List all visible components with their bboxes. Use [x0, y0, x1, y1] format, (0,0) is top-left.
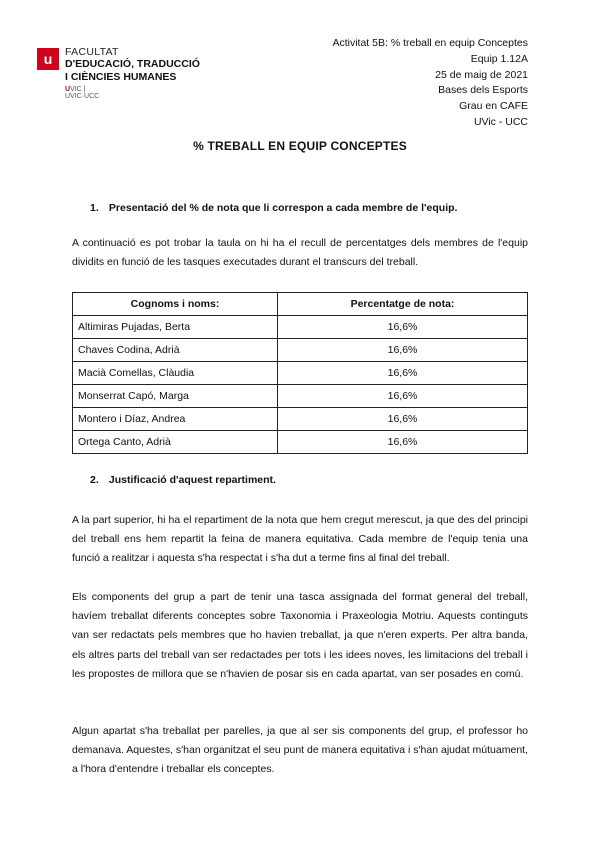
- member-name: Ortega Canto, Adrià: [73, 431, 278, 454]
- table-row: [73, 339, 528, 362]
- page-title: % TREBALL EN EQUIP CONCEPTES: [193, 139, 407, 153]
- column-header-percentage: Percentatge de nota:: [278, 293, 528, 316]
- section-1-number: 1.: [90, 202, 99, 214]
- header-course: Bases dels Esports: [438, 84, 528, 97]
- logo-line-3: I CIÈNCIES HUMANES: [65, 70, 177, 83]
- member-percentage: 16,6%: [278, 316, 528, 339]
- table-row: [73, 316, 528, 339]
- section-2-heading: [90, 474, 276, 486]
- section-1-title: Presentació del % de nota que li correspon a cada membre de l'equip.: [108, 202, 458, 214]
- logo-sub-u: U: [65, 86, 71, 93]
- logo-line-2: D'EDUCACIÓ, TRADUCCIÓ: [65, 58, 200, 70]
- section-2-paragraph-2: Els components del grup a part de tenir una tasca assignada del format general del treball, havíem treballat diferents conceptes sobre Taxonomia i Praxeologia Motriu. Aquests continguts van ser redactats pels membres que ho havien treballat, ja que n'eren experts. Per altra banda, els altres parts del treball van ser redactades per tots i les idees noves, les limitacions del treball i les propostes de millora que se n'havien de posar sis en cada apartat, van ser posades en comú.: [72, 591, 528, 680]
- member-name: Monserrat Capó, Marga: [73, 385, 278, 408]
- column-header-name: Cognoms i noms:: [73, 293, 278, 316]
- table-row: [73, 385, 528, 408]
- member-percentage: 16,6%: [278, 362, 528, 385]
- logo-text: [65, 46, 265, 83]
- table-header-row: [73, 293, 528, 316]
- logo-line-1: FACULTAT: [65, 46, 119, 58]
- uvic-logo-mark: u: [37, 48, 59, 70]
- logo-sub-text: VIC | UVIC·UCC: [65, 86, 100, 100]
- grades-table: [72, 292, 528, 454]
- section-1-heading: [90, 202, 457, 214]
- section-2-number: 2.: [90, 474, 99, 486]
- header-team: Equip 1.12A: [470, 52, 528, 65]
- member-percentage: 16,6%: [278, 408, 528, 431]
- document-header: [332, 36, 528, 131]
- section-1-intro: A continuació es pot trobar la taula on hi ha el recull de percentatges dels membres de l'equip dividits en funció de les tasques executades durant el transcurs del treball.: [72, 237, 528, 269]
- member-name: Chaves Codina, Adrià: [73, 339, 278, 362]
- member-percentage: 16,6%: [278, 339, 528, 362]
- section-2-paragraph-3: Algun apartat s'ha treballat per parelles, ja que al ser sis components del grup, el professor ho demanava. Aquestes, s'han organitzat el seu punt de manera equitativa i s'han ajudat mútuament, a l'hora d'entendre i treballar els conceptes.: [72, 725, 528, 776]
- member-percentage: 16,6%: [278, 431, 528, 454]
- table-row: [73, 431, 528, 454]
- member-name: Altimiras Pujadas, Berta: [73, 316, 278, 339]
- table-row: [73, 362, 528, 385]
- header-date: 25 de maig de 2021: [435, 68, 528, 81]
- header-degree: Grau en CAFE: [459, 100, 528, 113]
- section-2-paragraph-1: A la part superior, hi ha el repartiment de la nota que hem cregut merescut, ja que des del principi del treball ens hem repartit la feina de manera equitativa. Cada membre de l'equip tenia una funció a realitzar i aquesta s'ha respectat i s'ha dut a terme fins al final del treball.: [72, 514, 528, 565]
- member-name: Montero i Díaz, Andrea: [73, 408, 278, 431]
- header-university: UVic - UCC: [473, 115, 528, 128]
- section-2-title: Justificació d'aquest repartiment.: [108, 474, 276, 486]
- logo-subtitle: [65, 86, 99, 100]
- table-row: [73, 408, 528, 431]
- member-percentage: 16,6%: [278, 385, 528, 408]
- member-name: Macià Comellas, Clàudia: [73, 362, 278, 385]
- header-activity: Activitat 5B: % treball en equip Conceptes: [332, 37, 528, 49]
